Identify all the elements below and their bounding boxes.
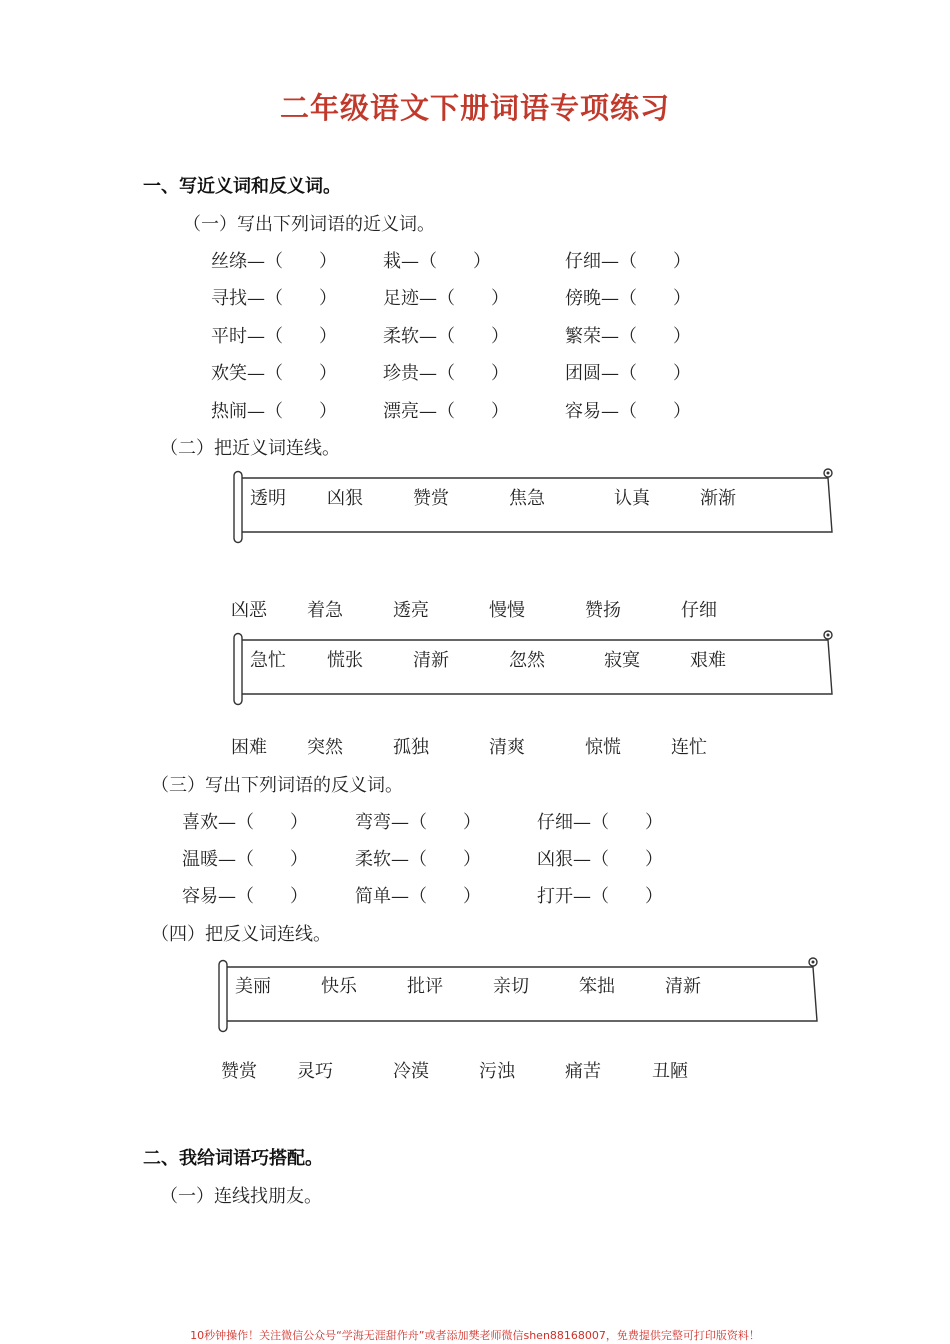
match-word[interactable]: 困难 [231, 737, 267, 758]
section-2-part-1-label: （一）连线找朋友。 [160, 1186, 322, 1207]
synonym-item: 柔软—（ ） [383, 326, 509, 347]
match-word[interactable]: 丑陋 [652, 1061, 688, 1082]
part-3-label: （三）写出下列词语的反义词。 [151, 775, 403, 796]
section-2-heading: 二、我给词语巧搭配。 [143, 1148, 323, 1169]
scroll-word[interactable]: 慌张 [327, 650, 363, 671]
match-word[interactable]: 仔细 [681, 600, 717, 621]
match-word[interactable]: 着急 [307, 600, 343, 621]
synonym-item: 寻找—（ ） [211, 288, 337, 309]
scroll-word[interactable]: 寂寞 [604, 650, 640, 671]
match-word[interactable]: 赞扬 [585, 600, 621, 621]
match-word[interactable]: 灵巧 [297, 1061, 333, 1082]
scroll-word[interactable]: 笨拙 [579, 976, 615, 997]
scroll-word[interactable]: 赞赏 [413, 488, 449, 509]
antonym-item: 打开—（ ） [537, 886, 663, 907]
synonym-item: 足迹—（ ） [383, 288, 509, 309]
scroll-word[interactable]: 焦急 [509, 488, 545, 509]
scroll-box-1 [228, 466, 836, 544]
synonym-item: 仔细—（ ） [565, 251, 691, 272]
antonym-item: 弯弯—（ ） [355, 812, 481, 833]
scroll-word[interactable]: 快乐 [321, 976, 357, 997]
match-word[interactable]: 清爽 [489, 737, 525, 758]
match-word[interactable]: 连忙 [671, 737, 707, 758]
antonym-item: 温暖—（ ） [182, 849, 308, 870]
scroll-word[interactable]: 忽然 [509, 650, 545, 671]
scroll-word[interactable]: 批评 [407, 976, 443, 997]
scroll-box-3 [213, 955, 821, 1033]
synonym-item: 平时—（ ） [211, 326, 337, 347]
match-word[interactable]: 赞赏 [221, 1061, 257, 1082]
antonym-item: 仔细—（ ） [537, 812, 663, 833]
antonym-item: 凶狠—（ ） [537, 849, 663, 870]
scroll-box-2 [228, 628, 836, 706]
antonym-item: 喜欢—（ ） [182, 812, 308, 833]
scroll-word[interactable]: 亲切 [493, 976, 529, 997]
synonym-item: 繁荣—（ ） [565, 326, 691, 347]
scroll-word[interactable]: 艰难 [690, 650, 726, 671]
synonym-item: 傍晚—（ ） [565, 288, 691, 309]
synonym-item: 欢笑—（ ） [211, 363, 337, 384]
match-word[interactable]: 污浊 [479, 1061, 515, 1082]
footer-notice: 10秒钟操作！关注微信公众号“学海无涯甜作舟”或者添加樊老师微信shen88168007，免费提供完整可打印版资料！ [190, 1329, 760, 1342]
part-1-label: （一）写出下列词语的近义词。 [183, 214, 435, 235]
match-word[interactable]: 痛苦 [565, 1061, 601, 1082]
synonym-item: 漂亮—（ ） [383, 401, 509, 422]
antonym-item: 柔软—（ ） [355, 849, 481, 870]
match-word[interactable]: 凶恶 [231, 600, 267, 621]
synonym-item: 容易—（ ） [565, 401, 691, 422]
match-word[interactable]: 孤独 [393, 737, 429, 758]
scroll-word[interactable]: 美丽 [235, 976, 271, 997]
synonym-item: 团圆—（ ） [565, 363, 691, 384]
synonym-item: 热闹—（ ） [211, 401, 337, 422]
synonym-item: 栽—（ ） [383, 251, 491, 272]
antonym-item: 容易—（ ） [182, 886, 308, 907]
section-1-heading: 一、写近义词和反义词。 [143, 176, 341, 197]
scroll-word[interactable]: 急忙 [250, 650, 286, 671]
match-word[interactable]: 冷漠 [393, 1061, 429, 1082]
scroll-word[interactable]: 清新 [413, 650, 449, 671]
part-2-label: （二）把近义词连线。 [160, 438, 340, 459]
antonym-item: 简单—（ ） [355, 886, 481, 907]
match-word[interactable]: 慢慢 [489, 600, 525, 621]
scroll-word[interactable]: 渐渐 [700, 488, 736, 509]
part-4-label: （四）把反义词连线。 [151, 924, 331, 945]
scroll-word[interactable]: 认真 [614, 488, 650, 509]
scroll-word[interactable]: 凶狠 [327, 488, 363, 509]
scroll-word[interactable]: 清新 [665, 976, 701, 997]
scroll-word[interactable]: 透明 [250, 488, 286, 509]
synonym-item: 珍贵—（ ） [383, 363, 509, 384]
match-word[interactable]: 透亮 [393, 600, 429, 621]
synonym-item: 丝绦—（ ） [211, 251, 337, 272]
match-word[interactable]: 惊慌 [585, 737, 621, 758]
page-title: 二年级语文下册词语专项练习 [279, 91, 670, 125]
match-word[interactable]: 突然 [307, 737, 343, 758]
